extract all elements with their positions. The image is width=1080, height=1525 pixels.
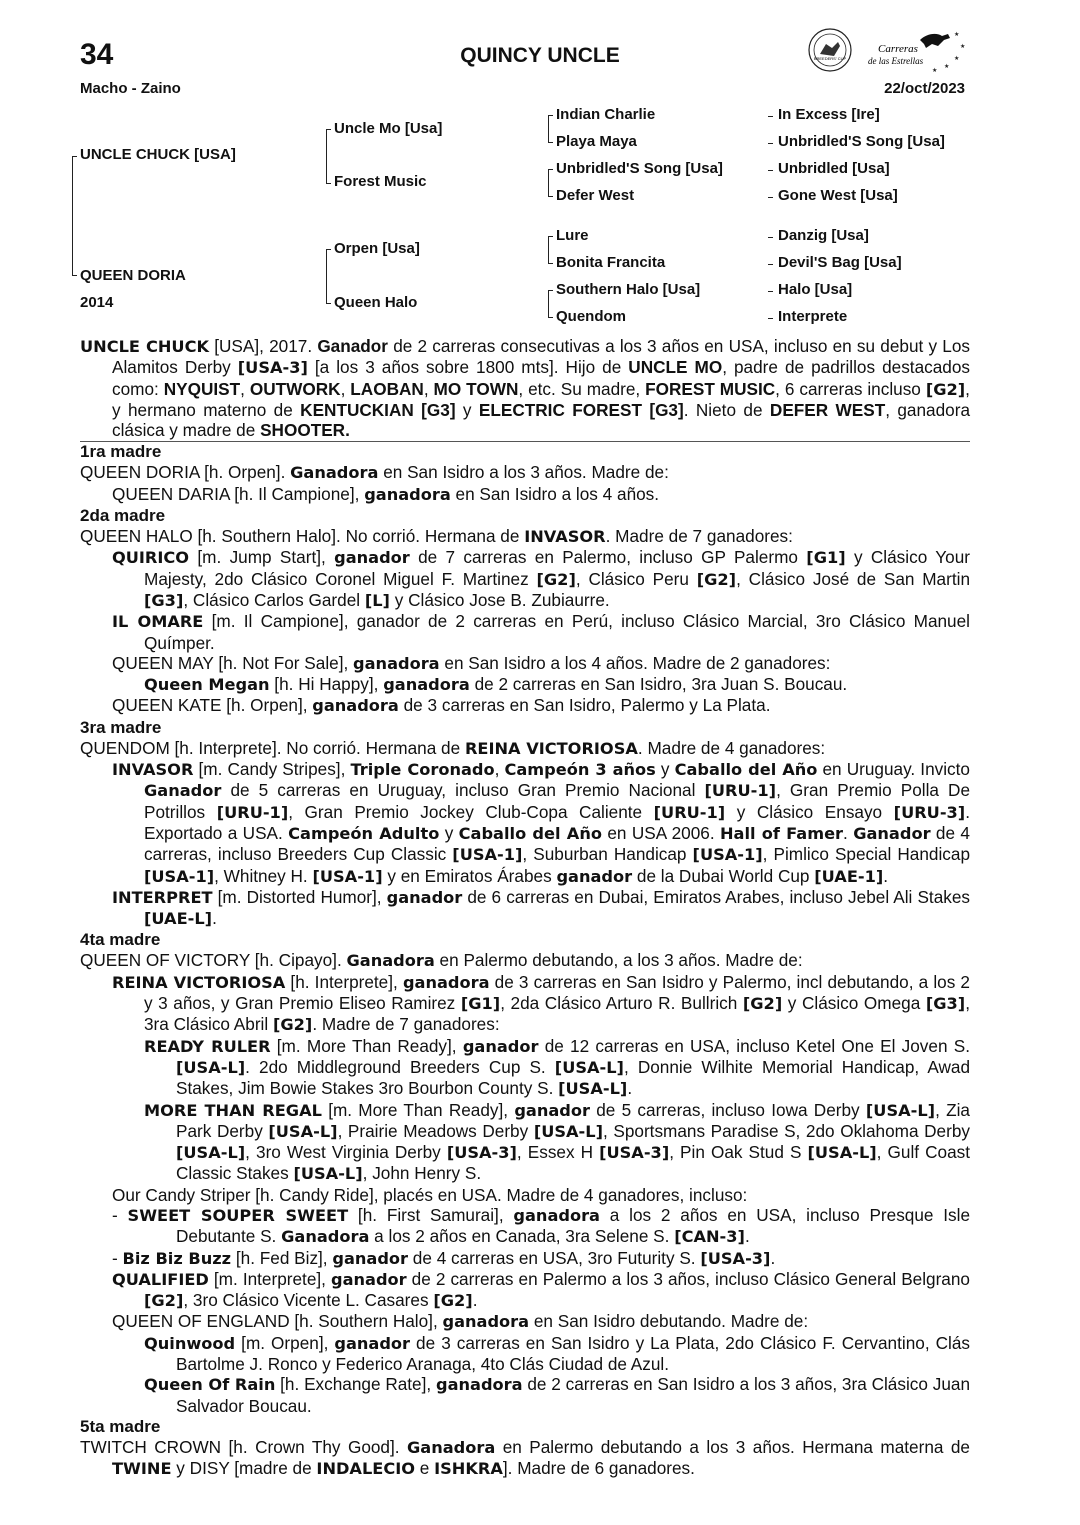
text-run: ]. Madre de 6 ganadores.	[502, 1458, 695, 1479]
emphasis-text: INDALECIO	[316, 1459, 415, 1479]
text-run: en Palermo debutando a los 3 años. Hermana materna de	[495, 1436, 970, 1457]
emphasis-text: FOREST MUSIC	[645, 378, 776, 399]
text-run: a los 2 años en USA, incluso Presque Isle Debutante S.	[176, 1204, 971, 1247]
text-run: , Whitney H.	[214, 865, 313, 886]
emphasis-text: ganadora	[364, 484, 451, 504]
entry-paragraph	[80, 1100, 970, 1185]
emphasis-text: [G2]	[536, 569, 576, 589]
pedigree-notes	[80, 336, 970, 1480]
text-run: y Clásico Your Majesty, 2do Clásico Coronel Miguel F. Martinez	[144, 547, 970, 589]
emphasis-text: Biz Biz Buzz	[122, 1248, 232, 1268]
text-run: ,	[494, 759, 505, 780]
text-run: , 3ra Clásico Abril	[144, 993, 970, 1035]
text-run: de 7 carreras en Palermo, incluso GP Palermo	[409, 547, 807, 568]
emphasis-text: [G1]	[460, 994, 501, 1014]
emphasis-text: LAOBAN	[350, 378, 424, 399]
emphasis-text: [USA-1]	[692, 845, 763, 865]
emphasis-text: [USA-1]	[312, 866, 383, 886]
text-run: , ganadora clásica y madre de	[112, 399, 971, 441]
section-heading: 1ra madre	[80, 441, 970, 462]
text-run: [h. Fed Biz],	[231, 1247, 333, 1268]
emphasis-text: [USA-L]	[554, 1057, 624, 1077]
emphasis-text: [USA-L]	[176, 1143, 246, 1163]
text-run: QUEEN DORIA [h. Orpen].	[80, 462, 291, 483]
ped-g3-4: Defer West	[556, 187, 635, 204]
text-run: , y hermano materno de	[112, 378, 970, 420]
sire-paragraph	[80, 336, 970, 440]
text-run: , Clásico Carlos Gardel	[183, 589, 365, 610]
text-run: en San Isidro a los 4 años.	[450, 483, 660, 504]
text-run: QUEEN KATE [h. Orpen],	[112, 695, 313, 716]
emphasis-text: Triple Coronado	[350, 760, 495, 780]
emphasis-text: [USA-L]	[558, 1079, 628, 1099]
text-run: de 4 carreras en USA, 3ro Futurity S.	[408, 1247, 701, 1268]
ped-g4-7: Halo [Usa]	[778, 281, 853, 298]
text-run: y Clásico Omega	[782, 993, 926, 1014]
text-run: . 2do Middleground Breeders Cup S.	[245, 1056, 555, 1077]
ped-g4-8: Interprete	[778, 308, 848, 325]
svg-text:Carreras: Carreras	[878, 43, 918, 55]
text-run: de 4 carreras, incluso Breeders Cup Classic	[144, 822, 970, 865]
text-run: [m. More Than Ready],	[321, 1099, 515, 1120]
entry-paragraph	[80, 1205, 970, 1248]
text-run: -	[112, 1247, 123, 1268]
text-run: ,	[240, 378, 250, 399]
emphasis-text: ganadora	[442, 1312, 530, 1332]
text-run: . Madre de 7 ganadores:	[312, 1014, 500, 1035]
text-run: . Exportado a USA.	[144, 801, 970, 843]
emphasis-text: [G3]	[925, 994, 966, 1014]
text-run: [m. More Than Ready],	[270, 1035, 463, 1056]
text-run: de 2 carreras en Palermo a los 3 años, incluso Clásico General Belgrano	[406, 1268, 970, 1289]
text-run: , Suburban Handicap	[522, 844, 693, 865]
text-run: QUEEN OF ENGLAND [h. Southern Halo],	[112, 1311, 443, 1332]
emphasis-text: [USA-1]	[144, 866, 215, 886]
text-run: [h. Hi Happy],	[269, 674, 384, 695]
text-run: , 3ro West Virginia Derby	[245, 1142, 447, 1163]
ped-g2-3: Orpen [Usa]	[334, 240, 420, 257]
entry-paragraph	[80, 887, 970, 930]
text-run: en USA 2006.	[601, 822, 720, 843]
emphasis-text: ganador	[334, 548, 410, 568]
emphasis-text: UNCLE CHUCK	[80, 337, 210, 356]
text-run: y Clásico Ensayo	[725, 801, 894, 822]
text-run: de la Dubai World Cup	[632, 865, 815, 886]
emphasis-text: ganadora	[353, 653, 440, 673]
text-run: y DISY [madre de	[171, 1458, 317, 1479]
ped-g3-3: Unbridled'S Song [Usa]	[556, 160, 723, 177]
entry-paragraph	[80, 1374, 970, 1416]
text-run: .	[770, 1247, 776, 1268]
text-run: de 5 carreras en Uruguay, incluso Gran Premio Nacional	[221, 780, 705, 801]
entry-paragraph	[80, 972, 970, 1036]
ped-g4-6: Devil'S Bag [Usa]	[778, 254, 902, 271]
text-run: QUEEN OF VICTORY [h. Cipayo].	[80, 950, 347, 971]
entry-paragraph	[80, 484, 970, 505]
ped-sire: UNCLE CHUCK [USA]	[80, 146, 236, 163]
text-run: [m. Candy Stripes],	[193, 759, 351, 780]
emphasis-text: Ganadora	[290, 463, 379, 483]
emphasis-text: ganador	[330, 1269, 407, 1289]
text-run: [m. Distorted Humor],	[212, 886, 387, 907]
entry-paragraph	[80, 950, 970, 971]
entry-paragraph	[80, 738, 970, 759]
emphasis-text: Ganadora	[281, 1227, 370, 1247]
emphasis-text: Ganadora	[406, 1437, 496, 1457]
entry-paragraph	[80, 611, 970, 653]
text-run: e	[415, 1458, 435, 1479]
ped-g3-8: Quendom	[556, 308, 626, 325]
text-run: , padre de padrillos destacados como:	[112, 357, 971, 399]
emphasis-text: ganador	[332, 1248, 409, 1268]
svg-text:★: ★	[954, 31, 960, 38]
entry-paragraph	[80, 1311, 970, 1332]
emphasis-text: ganador	[556, 866, 633, 886]
text-run: [h. Exchange Rate],	[275, 1374, 436, 1395]
text-run: .	[212, 908, 217, 929]
svg-text:★: ★	[954, 55, 960, 62]
emphasis-text: [USA-L]	[268, 1121, 338, 1141]
emphasis-text: DEFER WEST	[769, 399, 886, 420]
text-run: , 2da Clásico Arturo R. Bullrich	[500, 993, 743, 1014]
emphasis-text: [USA-L]	[176, 1057, 246, 1077]
emphasis-text: [URU-3]	[893, 802, 966, 822]
emphasis-text: SWEET SOUPER SWEET	[127, 1205, 349, 1225]
ped-g4-4: Gone West [Usa]	[778, 187, 898, 204]
event-logo	[808, 26, 968, 78]
text-run: y	[439, 822, 459, 843]
emphasis-text: ISHKRA	[434, 1459, 503, 1479]
svg-text:BREEDERS' CUP: BREEDERS' CUP	[813, 56, 847, 61]
text-run: a los 2 años en Canada, 3ra Selene S.	[369, 1226, 675, 1247]
text-run: QUEEN MAY [h. Not For Sale],	[112, 652, 354, 673]
emphasis-text: INVASOR	[112, 760, 194, 780]
text-run: [m. Jump Start],	[189, 547, 335, 568]
text-run: , Gulf Coast Classic Stakes	[176, 1142, 970, 1184]
text-run: [m. Il Campione], ganador de 2 carreras en Perú, incluso Clásico Marcial, 3ro Clásico Manuel Químper.	[144, 611, 970, 653]
emphasis-text: INTERPRET	[112, 887, 213, 907]
ped-g3-6: Bonita Francita	[556, 254, 666, 271]
text-run: [a los 3 años sobre 1800 mts]. Hijo de	[307, 357, 629, 378]
emphasis-text: Ganador	[144, 781, 222, 801]
emphasis-text: [USA-3]	[700, 1248, 771, 1268]
emphasis-text: [URU-1]	[653, 802, 726, 822]
text-run: de 12 carreras en USA, incluso Ketel One El Joven S.	[538, 1035, 970, 1056]
ped-g3-5: Lure	[556, 227, 589, 244]
emphasis-text: ganadora	[383, 675, 470, 695]
emphasis-text: INVASOR	[524, 527, 606, 547]
emphasis-text: [USA-3]	[446, 1143, 517, 1163]
section-heading: 3ra madre	[80, 717, 162, 737]
entry-paragraph	[80, 1437, 970, 1480]
emphasis-text: Ganadora	[346, 951, 435, 971]
emphasis-text: ganador	[514, 1100, 590, 1120]
emphasis-text: ELECTRIC FOREST [G3]	[478, 399, 684, 420]
emphasis-text: [URU-1]	[216, 802, 289, 822]
ped-g4-5: Danzig [Usa]	[778, 227, 869, 244]
emphasis-text: ganador	[462, 1036, 539, 1056]
emphasis-text: [G1]	[806, 548, 846, 568]
emphasis-text: ganador	[386, 887, 463, 907]
emphasis-text: IL OMARE	[112, 612, 204, 632]
text-run: en Uruguay. Invicto	[817, 759, 970, 780]
text-run: . Madre de 7 ganadores:	[605, 526, 793, 547]
emphasis-text: QUALIFIED	[112, 1269, 209, 1289]
emphasis-text: ganadora	[312, 696, 399, 716]
emphasis-text: SHOOTER.	[260, 420, 350, 441]
ped-year: 2014	[80, 294, 114, 311]
text-run: Our Candy Striper [h. Candy Ride], placés en USA. Madre de 4 ganadores, incluso:	[112, 1184, 748, 1205]
text-run: , Essex H	[516, 1142, 600, 1163]
page-number: 34	[80, 38, 114, 71]
text-run: y en Emiratos Árabes	[382, 865, 557, 886]
emphasis-text: Queen Megan	[144, 675, 270, 695]
emphasis-text: [G2]	[742, 994, 783, 1014]
emphasis-text: ganadora	[513, 1205, 600, 1225]
text-run: QUEEN HALO [h. Southern Halo]. No corrió. Hermana de	[80, 526, 525, 547]
text-run: y	[655, 759, 675, 780]
text-run: , Clásico Peru	[575, 568, 697, 589]
horse-name-title: QUINCY UNCLE	[460, 44, 620, 67]
sex-color: Macho - Zaino	[80, 80, 181, 97]
text-run: , Gran Premio Polla De Potrillos	[144, 780, 971, 822]
emphasis-text: [USA-3]	[599, 1143, 670, 1163]
breeders-cup-seal-icon	[809, 29, 851, 71]
text-run: [m. Orpen],	[235, 1332, 335, 1353]
text-run: , Prairie Meadows Derby	[337, 1120, 534, 1141]
text-run: de 6 carreras en Dubai, Emiratos Arabes, incluso Jebel Ali Stakes	[462, 886, 970, 907]
emphasis-text: Hall of Famer	[719, 823, 844, 843]
text-run: de 2 carreras consecutivas a los 3 años en USA, incluso en su debut y Los Alamitos Derby	[112, 336, 970, 378]
section-heading: 2da madre	[80, 506, 166, 526]
emphasis-text: Quinwood	[144, 1333, 236, 1353]
entry-paragraph	[80, 1269, 970, 1312]
entry-paragraph	[80, 526, 970, 547]
text-run: , Pin Oak Stud S	[669, 1142, 808, 1163]
emphasis-text: [USA-3]	[237, 358, 308, 378]
text-run: [USA], 2017.	[209, 336, 318, 356]
emphasis-text: [USA-1]	[452, 845, 523, 865]
emphasis-text: [USA-L]	[865, 1100, 936, 1120]
text-run: y Clásico Jose B. Zubiaurre.	[389, 589, 610, 610]
text-run: y	[455, 399, 479, 420]
text-run: [h. Interprete],	[285, 971, 403, 992]
emphasis-text: [G3]	[144, 590, 184, 610]
emphasis-text: Ganador	[853, 823, 931, 843]
text-run: -	[112, 1204, 128, 1225]
emphasis-text: [UAE-L]	[144, 909, 213, 929]
text-run: , etc. Su madre,	[518, 378, 646, 399]
text-run: . Nieto de	[683, 399, 770, 420]
text-run: de 3 carreras en San Isidro y La Plata, 2do Clásico F. Cervantino, Clás Bartolme J. Ronco y Federico Aranaga, 4to Clás Ciudad de Azul.	[176, 1332, 970, 1375]
emphasis-text: Campeón 3 años	[504, 760, 656, 780]
emphasis-text: [USA-L]	[293, 1164, 363, 1184]
text-run: , 6 carreras incluso	[775, 378, 926, 399]
svg-text:★: ★	[932, 67, 938, 74]
emphasis-text: ganadora	[435, 1375, 523, 1395]
emphasis-text: [USA-L]	[807, 1143, 877, 1163]
text-run: , John Henry S.	[362, 1163, 482, 1184]
text-run: de 2 carreras en San Isidro, 3ra Juan S. Boucau.	[469, 674, 848, 695]
emphasis-text: NYQUIST	[163, 378, 241, 399]
ped-g4-1: In Excess [Ire]	[778, 106, 880, 123]
emphasis-text: [UAE-1]	[814, 866, 884, 886]
text-run: .	[843, 822, 854, 843]
emphasis-text: [G2]	[144, 1291, 184, 1311]
ped-g2-4: Queen Halo	[334, 294, 418, 311]
emphasis-text: ganador	[334, 1333, 411, 1353]
ped-g3-2: Playa Maya	[556, 133, 637, 150]
horse-jockey-icon	[920, 34, 950, 48]
entry-paragraph	[80, 695, 970, 716]
text-run: de 2 carreras en San Isidro a los 3 años, 3ra Clásico Juan Salvador Boucau.	[176, 1374, 971, 1416]
text-run: , 3ro Clásico Vicente L. Casares	[183, 1290, 434, 1311]
text-run: [h. First Samurai],	[348, 1204, 514, 1225]
ped-g2-2: Forest Music	[334, 173, 427, 190]
ped-g2-1: Uncle Mo [Usa]	[334, 120, 443, 137]
emphasis-text: [CAN-3]	[674, 1227, 745, 1247]
emphasis-text: MO TOWN	[433, 378, 519, 399]
emphasis-text: REINA VICTORIOSA	[464, 738, 638, 758]
ped-g3-7: Southern Halo [Usa]	[556, 281, 701, 298]
entry-paragraph	[80, 1036, 970, 1100]
text-run: en San Isidro a los 4 años. Madre de 2 ganadores:	[439, 652, 831, 673]
entry-paragraph	[80, 1333, 970, 1375]
text-run: ,	[423, 378, 434, 399]
text-run: en Palermo debutando, a los 3 años. Madre de:	[434, 950, 803, 971]
race-date: 22/oct/2023	[884, 80, 965, 97]
text-run: , Zia Park Derby	[176, 1099, 970, 1141]
text-run: .	[627, 1078, 633, 1099]
emphasis-text: [G2]	[272, 1015, 313, 1035]
text-run: en San Isidro debutando. Madre de:	[529, 1311, 809, 1332]
emphasis-text: UNCLE MO	[628, 357, 723, 378]
text-run: , Donnie Wilhite Memorial Handicap, Awad Stakes, Jim Bowie Stakes 3ro Bourbon County S.	[176, 1056, 970, 1099]
text-run: en San Isidro a los 3 años. Madre de:	[378, 462, 669, 483]
text-run: , Pimlico Special Handicap	[762, 844, 971, 865]
emphasis-text: Queen Of Rain	[144, 1375, 276, 1395]
entry-paragraph	[80, 1248, 970, 1269]
svg-text:★: ★	[960, 43, 966, 50]
text-run: de 5 carreras, incluso Iowa Derby	[589, 1099, 866, 1120]
ped-g4-2: Unbridled'S Song [Usa]	[778, 133, 945, 150]
emphasis-text: MORE THAN REGAL	[144, 1100, 322, 1120]
emphasis-text: Caballo del Año	[458, 823, 602, 843]
emphasis-text: [G2]	[433, 1291, 473, 1311]
entry-paragraph	[80, 674, 970, 695]
text-run: QUENDOM [h. Interprete]. No corrió. Hermana de	[80, 737, 465, 758]
text-run: ,	[340, 378, 351, 399]
emphasis-text: [G2]	[925, 379, 966, 399]
text-run: , Gran Premio Jockey Club-Copa Caliente	[288, 801, 654, 822]
text-run: .	[472, 1290, 478, 1311]
text-run: .	[744, 1226, 750, 1247]
entry-paragraph	[80, 547, 970, 611]
text-run: , Clásico José de San Martin	[736, 568, 970, 589]
text-run: .	[883, 865, 889, 886]
svg-text:★: ★	[944, 63, 950, 70]
text-run: , Sportsmans Paradise S, 2do Oklahoma Derby	[602, 1120, 970, 1141]
svg-text:de las Estrellas: de las Estrellas	[868, 56, 924, 66]
text-run: TWITCH CROWN [h. Crown Thy Good].	[80, 1436, 407, 1457]
emphasis-text: Campeón Adulto	[288, 823, 440, 843]
entry-paragraph	[80, 462, 970, 483]
ped-g3-1: Indian Charlie	[556, 106, 656, 123]
emphasis-text: REINA VICTORIOSA	[112, 972, 286, 992]
emphasis-text: Ganador	[317, 336, 388, 356]
section-heading: 4ta madre	[80, 930, 161, 950]
emphasis-text: Caballo del Año	[674, 760, 818, 780]
text-run: QUEEN DARIA [h. Il Campione],	[112, 483, 365, 504]
ped-dam: QUEEN DORIA	[80, 267, 186, 284]
emphasis-text: [USA-L]	[533, 1121, 603, 1141]
text-run: de 3 carreras en San Isidro y Palermo, incl debutando, a los 2 y 3 años, y Gran Premio Eliseo Ramirez	[144, 971, 970, 1014]
emphasis-text: [URU-1]	[704, 781, 777, 801]
entry-paragraph	[80, 759, 970, 887]
ped-g4-3: Unbridled [Usa]	[778, 160, 890, 177]
emphasis-text: OUTWORK	[249, 378, 341, 399]
text-run: [m. Interprete],	[208, 1268, 331, 1289]
entry-paragraph	[80, 653, 970, 674]
section-heading: 5ta madre	[80, 1416, 161, 1436]
emphasis-text: READY RULER	[144, 1036, 271, 1056]
emphasis-text: [L]	[364, 590, 390, 610]
emphasis-text: ganadora	[402, 972, 490, 992]
entry-paragraph	[80, 1185, 970, 1205]
emphasis-text: KENTUCKIAN [G3]	[300, 399, 456, 420]
emphasis-text: [G2]	[696, 569, 737, 589]
text-run: de 3 carreras en San Isidro, Palermo y La Plata.	[398, 695, 771, 716]
text-run: . Madre de 4 ganadores:	[637, 737, 826, 758]
emphasis-text: TWINE	[112, 1459, 172, 1479]
emphasis-text: QUIRICO	[112, 548, 190, 568]
